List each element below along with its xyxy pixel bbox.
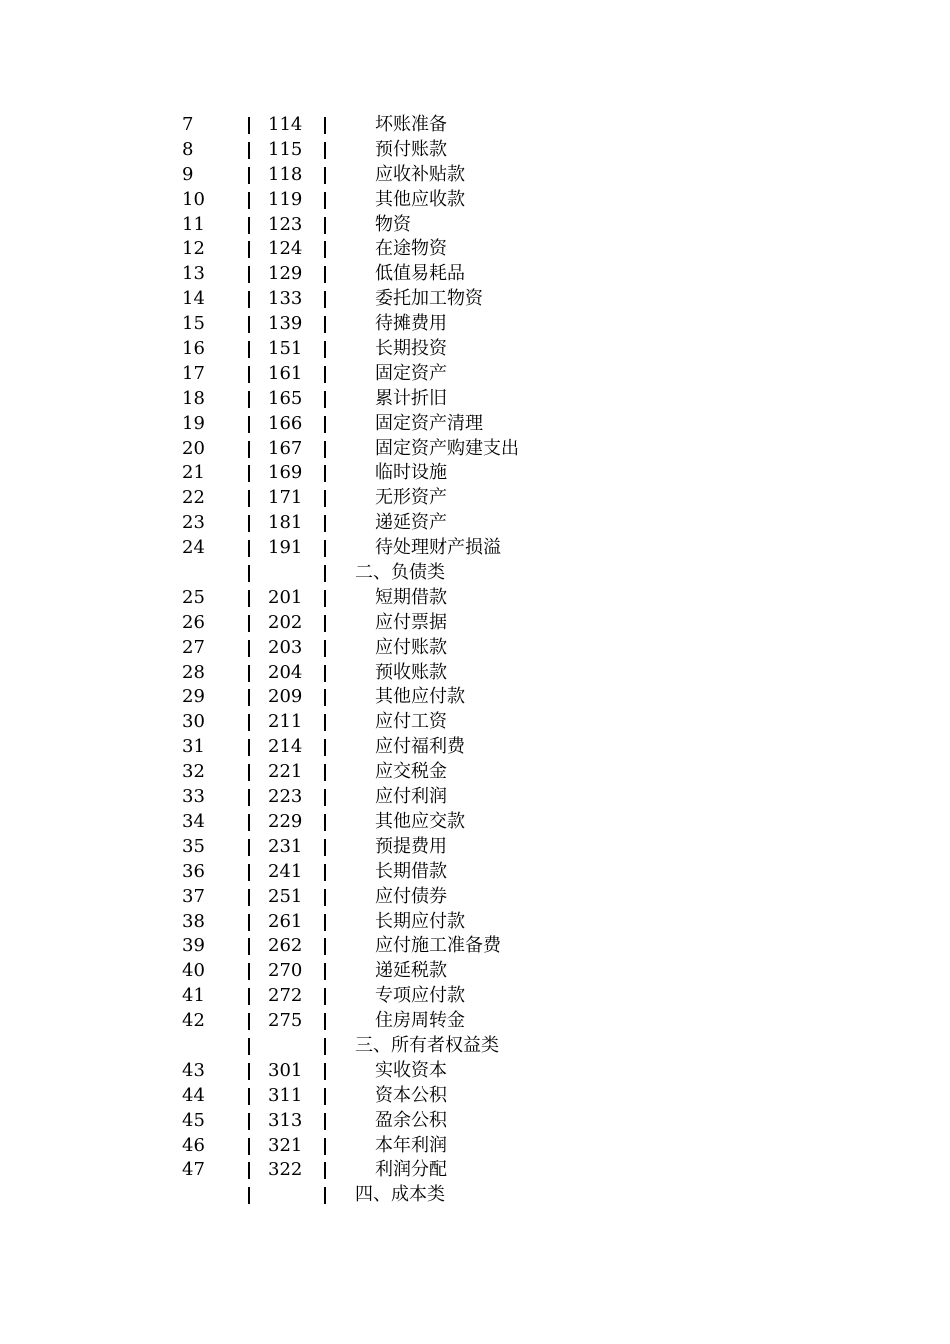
column-divider [248,590,250,607]
column-divider [248,167,250,184]
column-divider [248,914,250,931]
account-name: 长期投资 [375,338,447,360]
column-divider [248,1162,250,1179]
column-divider [248,739,250,756]
account-code: 214 [268,736,303,758]
column-divider [324,1113,326,1130]
row-number: 27 [182,636,205,658]
row-number: 22 [182,487,205,509]
account-row [0,760,950,785]
column-divider [248,988,250,1005]
column-divider [248,366,250,383]
account-row [0,810,950,835]
account-code: 166 [268,412,303,434]
row-number: 44 [182,1084,205,1106]
row-number: 37 [182,885,205,907]
row-number: 20 [182,437,205,459]
column-divider [324,291,326,308]
column-divider [248,441,250,458]
row-number: 16 [182,338,205,360]
account-name: 递延税款 [375,960,447,982]
column-divider [248,416,250,433]
account-code: 321 [268,1134,303,1156]
account-code: 262 [268,935,303,957]
row-number: 40 [182,960,205,982]
account-row [0,412,950,437]
account-row [0,785,950,810]
account-code: 270 [268,960,303,982]
column-divider [324,1162,326,1179]
account-code: 123 [268,213,303,235]
column-divider [248,266,250,283]
account-name: 应付工资 [375,711,447,733]
row-number: 33 [182,786,205,808]
section-title: 三、所有者权益类 [355,1034,499,1056]
account-name: 累计折旧 [375,387,447,409]
account-row [0,387,950,412]
column-divider [324,889,326,906]
account-code: 139 [268,313,303,335]
account-name: 应付债券 [375,885,447,907]
account-name: 待处理财产损溢 [375,537,501,559]
account-code: 167 [268,437,303,459]
account-name: 坏账准备 [375,114,447,135]
column-divider [248,665,250,682]
column-divider [248,689,250,706]
account-row [0,461,950,486]
column-divider [248,1013,250,1030]
column-divider [248,789,250,806]
section-header-row [0,1183,950,1208]
account-name: 委托加工物资 [375,288,483,310]
account-name: 无形资产 [375,487,447,509]
account-code: 171 [268,487,303,509]
account-code: 301 [268,1059,303,1081]
account-code: 209 [268,686,303,708]
account-code: 181 [268,512,303,534]
account-code: 231 [268,835,303,857]
column-divider [324,490,326,507]
account-name: 递延资产 [375,512,447,534]
row-number: 12 [182,238,205,260]
row-number: 15 [182,313,205,335]
account-row [0,710,950,735]
column-divider [248,540,250,557]
column-divider [324,640,326,657]
row-number: 45 [182,1109,205,1131]
column-divider [248,864,250,881]
column-divider [324,1063,326,1080]
column-divider [248,192,250,209]
account-code: 272 [268,985,303,1007]
account-code: 118 [268,163,303,185]
row-number: 29 [182,686,205,708]
column-divider [324,1187,326,1204]
account-name: 待摊费用 [375,313,447,335]
account-row [0,1134,950,1159]
column-divider [248,465,250,482]
account-row [0,437,950,462]
account-code: 129 [268,263,303,285]
account-code: 124 [268,238,303,260]
column-divider [324,739,326,756]
account-code: 223 [268,786,303,808]
row-number: 43 [182,1059,205,1081]
account-row [0,1158,950,1183]
account-row [0,138,950,163]
account-row [0,885,950,910]
column-divider [324,142,326,159]
account-name: 专项应付款 [375,985,465,1007]
row-number: 10 [182,188,205,210]
account-code: 211 [268,711,303,733]
row-number: 14 [182,288,205,310]
column-divider [324,590,326,607]
account-code: 313 [268,1109,303,1131]
account-row [0,362,950,387]
account-row [0,113,950,138]
account-row [0,312,950,337]
account-row [0,237,950,262]
column-divider [248,640,250,657]
section-title: 二、负债类 [355,562,445,584]
column-divider [248,316,250,333]
column-divider [248,1113,250,1130]
row-number: 32 [182,761,205,783]
row-number: 7 [182,114,194,135]
row-number: 35 [182,835,205,857]
account-row [0,1084,950,1109]
column-divider [248,217,250,234]
column-divider [324,316,326,333]
column-divider [248,1038,250,1055]
account-code: 161 [268,362,303,384]
account-row [0,735,950,760]
account-name: 盈余公积 [375,1109,447,1131]
column-divider [248,764,250,781]
row-number: 41 [182,985,205,1007]
account-name: 短期借款 [375,586,447,608]
column-divider [324,192,326,209]
row-number: 38 [182,910,205,932]
row-number: 34 [182,810,205,832]
account-name: 固定资产 [375,362,447,384]
account-row [0,1009,950,1034]
column-divider [324,814,326,831]
account-code: 201 [268,586,303,608]
account-name: 其他应付款 [375,686,465,708]
account-code: 275 [268,1010,303,1032]
account-name: 应付福利费 [375,736,465,758]
section-header-row [0,1034,950,1059]
account-name: 预付账款 [375,138,447,160]
account-name: 固定资产购建支出 [375,437,519,459]
column-divider [248,938,250,955]
column-divider [248,1138,250,1155]
column-divider [324,988,326,1005]
account-code: 221 [268,761,303,783]
column-divider [324,839,326,856]
account-name: 应付票据 [375,611,447,633]
column-divider [248,1187,250,1204]
column-divider [248,142,250,159]
row-number: 11 [182,213,205,235]
column-divider [324,938,326,955]
column-divider [248,391,250,408]
account-row [0,188,950,213]
account-code: 169 [268,462,303,484]
account-name: 资本公积 [375,1084,447,1106]
account-name: 其他应交款 [375,810,465,832]
account-code: 114 [268,114,303,135]
column-divider [324,441,326,458]
account-name: 物资 [375,213,411,235]
account-name: 应付利润 [375,786,447,808]
row-number: 21 [182,462,205,484]
account-row [0,959,950,984]
row-number: 46 [182,1134,205,1156]
row-number: 25 [182,586,205,608]
column-divider [248,117,250,134]
account-code: 165 [268,387,303,409]
column-divider [324,217,326,234]
account-code: 261 [268,910,303,932]
account-row [0,337,950,362]
column-divider [324,167,326,184]
column-divider [324,117,326,134]
column-divider [324,565,326,582]
column-divider [324,366,326,383]
account-code: 203 [268,636,303,658]
account-row [0,262,950,287]
column-divider [324,963,326,980]
account-code: 229 [268,810,303,832]
account-name: 预收账款 [375,661,447,683]
account-code: 191 [268,537,303,559]
account-code-list [0,113,950,1208]
column-divider [248,889,250,906]
account-name: 利润分配 [375,1159,447,1181]
row-number: 31 [182,736,205,758]
column-divider [248,714,250,731]
column-divider [324,689,326,706]
column-divider [324,391,326,408]
account-code: 251 [268,885,303,907]
account-code: 119 [268,188,303,210]
row-number: 19 [182,412,205,434]
column-divider [324,764,326,781]
row-number: 13 [182,263,205,285]
row-number: 39 [182,935,205,957]
account-row [0,511,950,536]
row-number: 30 [182,711,205,733]
account-row [0,835,950,860]
row-number: 42 [182,1010,205,1032]
account-code: 311 [268,1084,303,1106]
account-row [0,636,950,661]
account-name: 应付账款 [375,636,447,658]
account-row [0,984,950,1009]
column-divider [324,789,326,806]
row-number: 24 [182,537,205,559]
column-divider [324,266,326,283]
account-name: 临时设施 [375,462,447,484]
account-row [0,586,950,611]
account-row [0,486,950,511]
account-code: 204 [268,661,303,683]
account-name: 住房周转金 [375,1010,465,1032]
column-divider [324,416,326,433]
column-divider [248,291,250,308]
column-divider [248,1088,250,1105]
account-row [0,685,950,710]
account-code: 115 [268,138,303,160]
account-row [0,287,950,312]
row-number: 17 [182,362,205,384]
account-row [0,163,950,188]
row-number: 26 [182,611,205,633]
column-divider [324,714,326,731]
account-code: 241 [268,860,303,882]
account-name: 固定资产清理 [375,412,483,434]
column-divider [248,1063,250,1080]
column-divider [324,1138,326,1155]
column-divider [324,515,326,532]
account-row [0,860,950,885]
account-row [0,1109,950,1134]
column-divider [324,864,326,881]
column-divider [324,1088,326,1105]
row-number: 8 [182,138,194,160]
account-row [0,611,950,636]
column-divider [324,540,326,557]
section-title: 四、成本类 [355,1184,445,1206]
column-divider [248,490,250,507]
column-divider [324,914,326,931]
row-number: 28 [182,661,205,683]
row-number: 18 [182,387,205,409]
column-divider [248,963,250,980]
account-code: 202 [268,611,303,633]
column-divider [248,515,250,532]
account-name: 其他应收款 [375,188,465,210]
account-name: 本年利润 [375,1134,447,1156]
account-name: 应付施工准备费 [375,935,501,957]
column-divider [324,1013,326,1030]
account-name: 实收资本 [375,1059,447,1081]
column-divider [248,839,250,856]
row-number: 9 [182,163,194,185]
account-name: 长期应付款 [375,910,465,932]
account-code: 322 [268,1159,303,1181]
column-divider [324,665,326,682]
account-row [0,1059,950,1084]
column-divider [324,341,326,358]
account-name: 应收补贴款 [375,163,465,185]
account-code: 151 [268,338,303,360]
account-name: 应交税金 [375,761,447,783]
column-divider [324,1038,326,1055]
row-number: 47 [182,1159,205,1181]
account-row [0,661,950,686]
account-name: 在途物资 [375,238,447,260]
account-name: 预提费用 [375,835,447,857]
account-row [0,934,950,959]
column-divider [248,241,250,258]
column-divider [324,615,326,632]
column-divider [248,615,250,632]
column-divider [324,465,326,482]
column-divider [248,814,250,831]
row-number: 23 [182,512,205,534]
account-name: 低值易耗品 [375,263,465,285]
column-divider [248,341,250,358]
column-divider [324,241,326,258]
account-row [0,536,950,561]
column-divider [248,565,250,582]
account-code: 133 [268,288,303,310]
account-name: 长期借款 [375,860,447,882]
section-header-row [0,561,950,586]
account-row [0,910,950,935]
account-row [0,213,950,238]
row-number: 36 [182,860,205,882]
